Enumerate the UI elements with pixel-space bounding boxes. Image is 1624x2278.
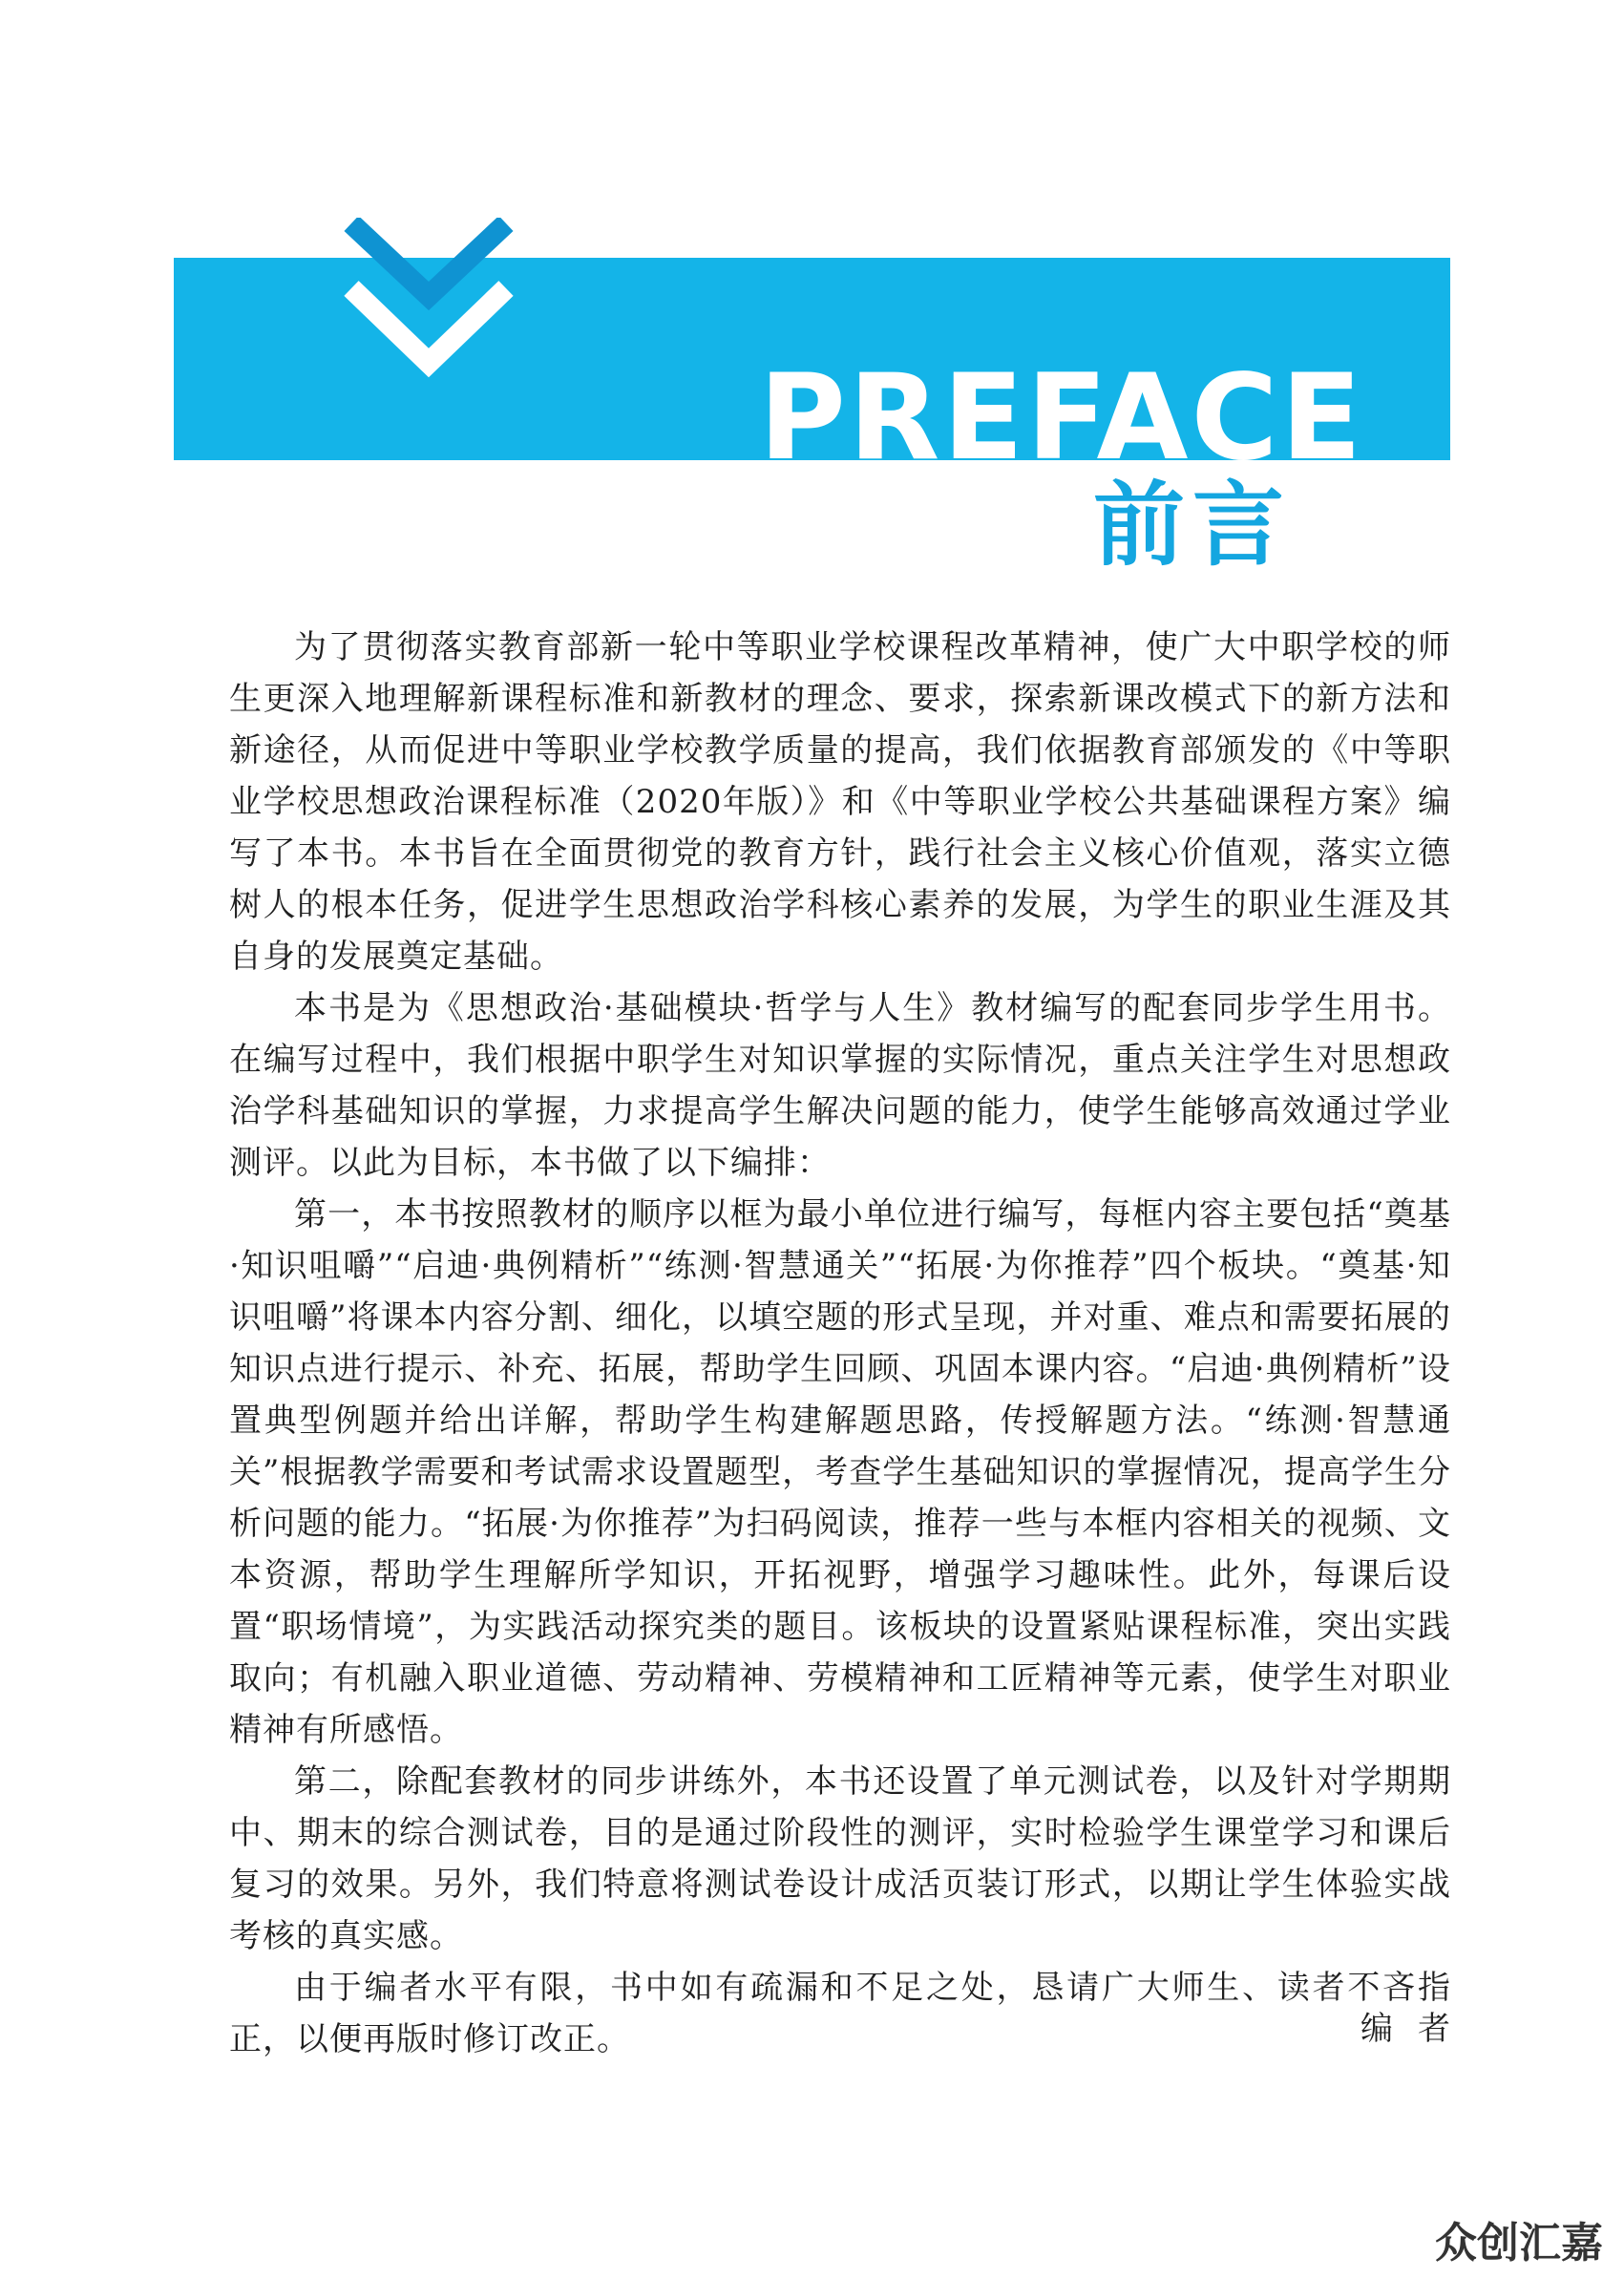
paragraph: 第一，本书按照教材的顺序以框为最小单位进行编写，每框内容主要包括“奠基·知识咀嚼”“启迪·典例精析”“练测·智慧通关”“拓展·为你推荐”四个板块。“奠基·知识咀嚼”将课本内容分割、细化，以填空题的形式呈现，并对重、难点和需要拓展的知识点进行提示、补充、拓展，帮助学生回顾、巩固本课内容。“启迪·典例精析”设置典型例题并给出详解，帮助学生构建解题思路，传授解题方法。“练测·智慧通关”根据教学需要和考试需求设置题型，考查学生基础知识的掌握情况，提高学生分析问题的能力。“拓展·为你推荐”为扫码阅读，推荐一些与本框内容相关的视频、文本资源，帮助学生理解所学知识，开拓视野，增强学习趣味性。此外，每课后设置“职场情境”，为实践活动探究类的题目。该板块的设置紧贴课程标准，突出实践取向；有机融入职业道德、劳动精神、劳模精神和工匠精神等元素，使学生对职业精神有所感悟。 bbox=[229, 1195, 1451, 1749]
page-title-en: PREFACE bbox=[759, 349, 1365, 487]
watermark: 众创汇嘉 bbox=[1435, 2219, 1603, 2267]
page-title-zh: 前言 bbox=[1093, 472, 1292, 579]
author-signature: 编者 bbox=[1360, 2010, 1475, 2048]
preface-body bbox=[229, 622, 1451, 2065]
paragraph: 第二，除配套教材的同步讲练外，本书还设置了单元测试卷，以及针对学期期中、期末的综合测试卷，目的是通过阶段性的测评，实时检验学生课堂学习和课后复习的效果。另外，我们特意将测试卷设计成活页装订形式，以期让学生体验实战考核的真实感。 bbox=[229, 1762, 1451, 1955]
paragraph: 由于编者水平有限，书中如有疏漏和不足之处，恳请广大师生、读者不吝指正，以便再版时修订改正。 bbox=[229, 1969, 1451, 2058]
paragraph: 本书是为《思想政治·基础模块·哲学与人生》教材编写的配套同步学生用书。在编写过程中，我们根据中职学生对知识掌握的实际情况，重点关注学生对思想政治学科基础知识的掌握，力求提高学生解决问题的能力，使学生能够高效通过学业测评。以此为目标，本书做了以下编排： bbox=[229, 989, 1451, 1182]
paragraph: 为了贯彻落实教育部新一轮中等职业学校课程改革精神，使广大中职学校的师生更深入地理解新课程标准和新教材的理念、要求，探索新课改模式下的新方法和新途径，从而促进中等职业学校教学质量的提高，我们依据教育部颁发的《中等职业学校思想政治课程标准（2020年版）》和《中等职业学校公共基础课程方案》编写了本书。本书旨在全面贯彻党的教育方针，践行社会主义核心价值观，落实立德树人的根本任务，促进学生思想政治学科核心素养的发展，为学生的职业生涯及其自身的发展奠定基础。 bbox=[229, 628, 1451, 976]
chevron-down-icon bbox=[344, 218, 514, 388]
